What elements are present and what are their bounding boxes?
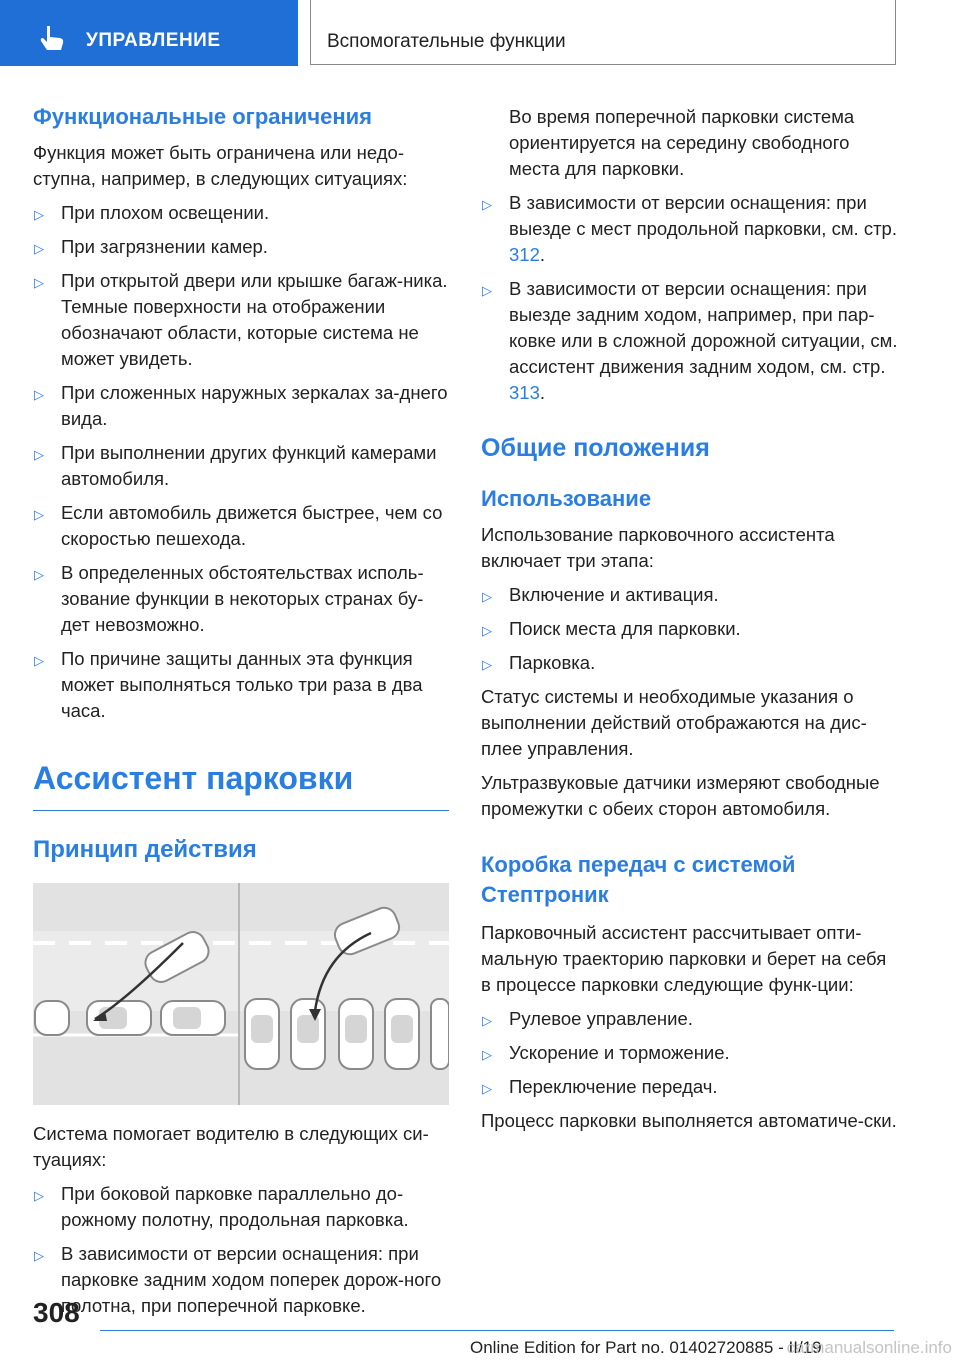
list-item: ▷ В определенных обстоятельствах исполь-зование функции в некоторых странах бу-дет невозможно.	[34, 562, 424, 635]
list-item: ▷ В зависимости от версии оснащения: при выезде с мест продольной парковки, см. стр. 312.	[482, 192, 897, 265]
triangle-bullet-icon: ▷	[482, 283, 492, 298]
triangle-bullet-icon: ▷	[482, 657, 492, 672]
triangle-bullet-icon: ▷	[34, 1188, 44, 1203]
triangle-bullet-icon: ▷	[482, 197, 492, 212]
page-number: 308	[33, 1297, 80, 1328]
list-item: ▷ В зависимости от версии оснащения: при парковке задним ходом поперек дорож-ного полотна, при поперечной парковке.	[34, 1243, 442, 1316]
gearbox-intro: Парковочный ассистент рассчитывает опти-мальную траекторию парковки и берет на себя в процессе парковки следующие функ-ции:	[481, 922, 887, 995]
triangle-bullet-icon: ▷	[482, 589, 492, 604]
triangle-bullet-icon: ▷	[482, 623, 492, 638]
list-item: ▷ Включение и активация.	[481, 582, 901, 608]
edition-text: Online Edition for Part no. 01402720885 - II/19	[470, 1338, 822, 1357]
list-item: ▷ Если автомобиль движется быстрее, чем со скоростью пешехода.	[34, 502, 443, 549]
list-item: ▷ Поиск места для парковки.	[481, 616, 901, 642]
list-item: ▷ В зависимости от версии оснащения: при выезде задним ходом, например, при пар-ковке или в сложной дорожной ситуации, см. ассистент движения задним ходом, см. стр. 313.	[482, 278, 898, 403]
limits-list	[33, 200, 449, 724]
triangle-bullet-icon: ▷	[34, 207, 44, 222]
triangle-bullet-icon: ▷	[34, 567, 44, 582]
usage-intro: Использование парковочного ассистента включает три этапа:	[481, 524, 835, 571]
footer-rule	[100, 1330, 894, 1331]
principle-list	[33, 1181, 449, 1319]
list-item: ▷ При плохом освещении.	[33, 200, 449, 226]
page-link-312[interactable]: 312	[509, 244, 540, 265]
left-column	[33, 104, 449, 1327]
right-column	[481, 104, 901, 1142]
principle-intro: Система помогает водителю в следующих си-туациях:	[33, 1123, 429, 1170]
section-title: УПРАВЛЕНИЕ	[86, 30, 221, 51]
triangle-bullet-icon: ▷	[34, 387, 44, 402]
usage-list	[481, 582, 901, 676]
list-item: ▷ При загрязнении камер.	[33, 234, 449, 260]
limits-intro: Функция может быть ограничена или недо-ступна, например, в следующих ситуациях:	[33, 142, 408, 189]
continued-text: Во время поперечной парковки система ориентируется на середину свободного места для парковки.	[509, 106, 855, 179]
triangle-bullet-icon: ▷	[34, 1248, 44, 1263]
limits-heading: Функциональные ограничения	[33, 104, 372, 129]
triangle-bullet-icon: ▷	[34, 507, 44, 522]
heading-rule	[33, 810, 449, 811]
triangle-bullet-icon: ▷	[482, 1047, 492, 1062]
auto-text: Процесс парковки выполняется автоматиче-ски.	[481, 1110, 897, 1131]
section-tab	[0, 0, 298, 66]
list-item: ▷ Ускорение и торможение.	[481, 1040, 901, 1066]
watermark-site: carmanualsonline.info	[786, 1338, 952, 1357]
gearbox-heading: Коробка передач с системой Стептроник	[481, 852, 796, 907]
triangle-bullet-icon: ▷	[34, 653, 44, 668]
exit-list	[481, 190, 901, 406]
touch-hand-icon	[38, 24, 68, 52]
list-item: ▷ Переключение передач.	[481, 1074, 901, 1100]
main-heading: Ассистент парковки	[33, 760, 354, 796]
page-link-313[interactable]: 313	[509, 382, 540, 403]
list-item: ▷ При открытой двери или крышке багаж-ника. Темные поверхности на отображении обозначают области, которые система не может увидеть.	[34, 270, 448, 369]
list-item: ▷ При сложенных наружных зеркалах за-днего вида.	[34, 382, 448, 429]
general-heading: Общие положения	[481, 434, 710, 462]
status-text: Статус системы и необходимые указания о выполнении действий отображаются на дис-плее управления.	[481, 686, 867, 759]
triangle-bullet-icon: ▷	[34, 275, 44, 290]
list-item: ▷ Рулевое управление.	[481, 1006, 901, 1032]
sensors-text: Ультразвуковые датчики измеряют свободные промежутки с обеих сторон автомобиля.	[481, 772, 880, 819]
triangle-bullet-icon: ▷	[482, 1081, 492, 1096]
subsection-title: Вспомогательные функции	[327, 31, 566, 52]
triangle-bullet-icon: ▷	[34, 447, 44, 462]
parking-illustration	[33, 883, 449, 1105]
gearbox-list	[481, 1006, 901, 1100]
triangle-bullet-icon: ▷	[34, 241, 44, 256]
subsection-header	[310, 0, 896, 65]
list-item: ▷ При выполнении других функций камерами автомобиля.	[34, 442, 437, 489]
list-item: ▷ По причине защиты данных эта функция может выполняться только три раза в два часа.	[34, 648, 423, 721]
triangle-bullet-icon: ▷	[482, 1013, 492, 1028]
principle-heading: Принцип действия	[33, 836, 257, 863]
usage-heading: Использование	[481, 486, 652, 511]
list-item: ▷ Парковка.	[481, 650, 901, 676]
list-item: ▷ При боковой парковке параллельно до-рожному полотну, продольная парковка.	[34, 1183, 409, 1230]
